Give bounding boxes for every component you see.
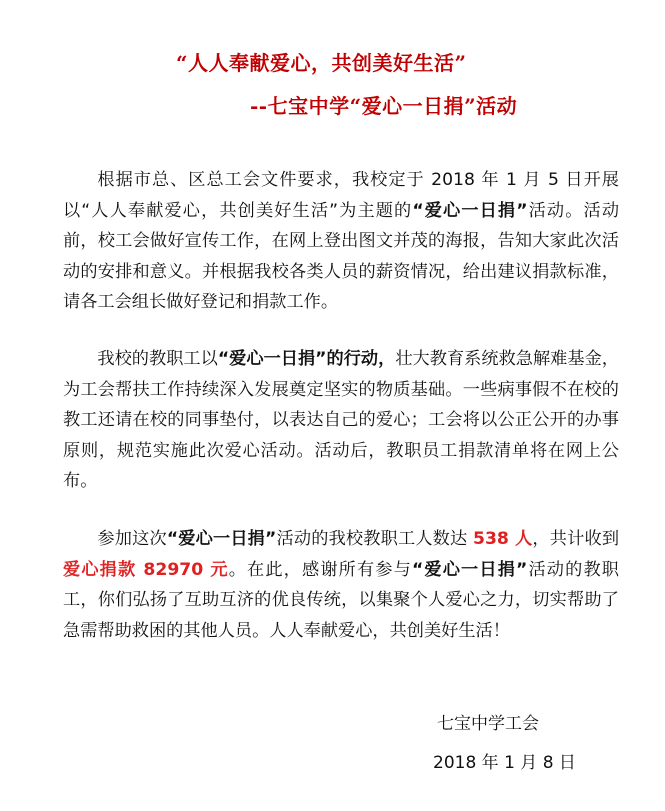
paragraph-3-text-d: 。在此，感谢所有参与 [228,559,412,580]
paragraph-3-bold-a: “爱心一日捐” [166,529,277,549]
paragraph-1 [63,165,619,318]
paragraph-1-text-a: 根据市总、区总工会文件要求，我校定于 2018 年 1 月 5 日开展以“人人奉献爱心，共创美好生活”为主题的 [63,170,619,221]
paragraph-2-text-b: 壮大教育系统救急解难基金，为工会帮扶工作持续深入发展奠定坚实的物质基础。一些病事假不在校的教工还请在校的同事垫付，以表达自己的爱心；工会将以公正公开的办事原则，规范实施此次爱心活动。活动后，教职员工捐款清单将在网上公布。 [63,349,619,491]
paragraph-2-text-a: 我校的教职工以 [97,349,218,369]
participant-count: 538 人 [473,529,533,549]
donation-total: 爱心捐款 82970 元 [63,559,229,580]
paragraph-3-text-c: ，共计收到 [532,529,620,549]
paragraph-2 [63,344,619,497]
paragraph-3-text-e: 活动的教职工，你们弘扬了互助互济的优良传统，以集聚个人爱心之力，切实帮助了急需帮助救困的其他人员。人人奉献爱心，共创美好生活！ [63,559,619,641]
document-subtitle: --七宝中学“爱心一日捐”活动 [250,94,518,118]
paragraph-3-bold-b: “爱心一日捐” [411,559,528,580]
document-title: “人人奉献爱心，共创美好生活” [176,51,467,75]
paragraph-3-text-a: 参加这次 [97,529,167,549]
paragraph-1-text-b: 活动。活动前，校工会做好宣传工作，在网上登出图文并茂的海报，告知大家此次活动的安排和意义。并根据我校各类人员的薪资情况，给出建议捐款标准，请各工会组长做好登记和捐款工作。 [63,200,620,312]
paragraph-1-bold: “爱心一日捐” [412,200,528,221]
paragraph-2-bold: “爱心一日捐”的行动， [217,349,396,369]
signature-date: 2018 年 1 月 8 日 [433,753,576,773]
paragraph-3 [63,524,619,646]
signature-org: 七宝中学工会 [437,714,539,734]
paragraph-3-text-b: 活动的我校教职工人数达 [276,529,474,549]
